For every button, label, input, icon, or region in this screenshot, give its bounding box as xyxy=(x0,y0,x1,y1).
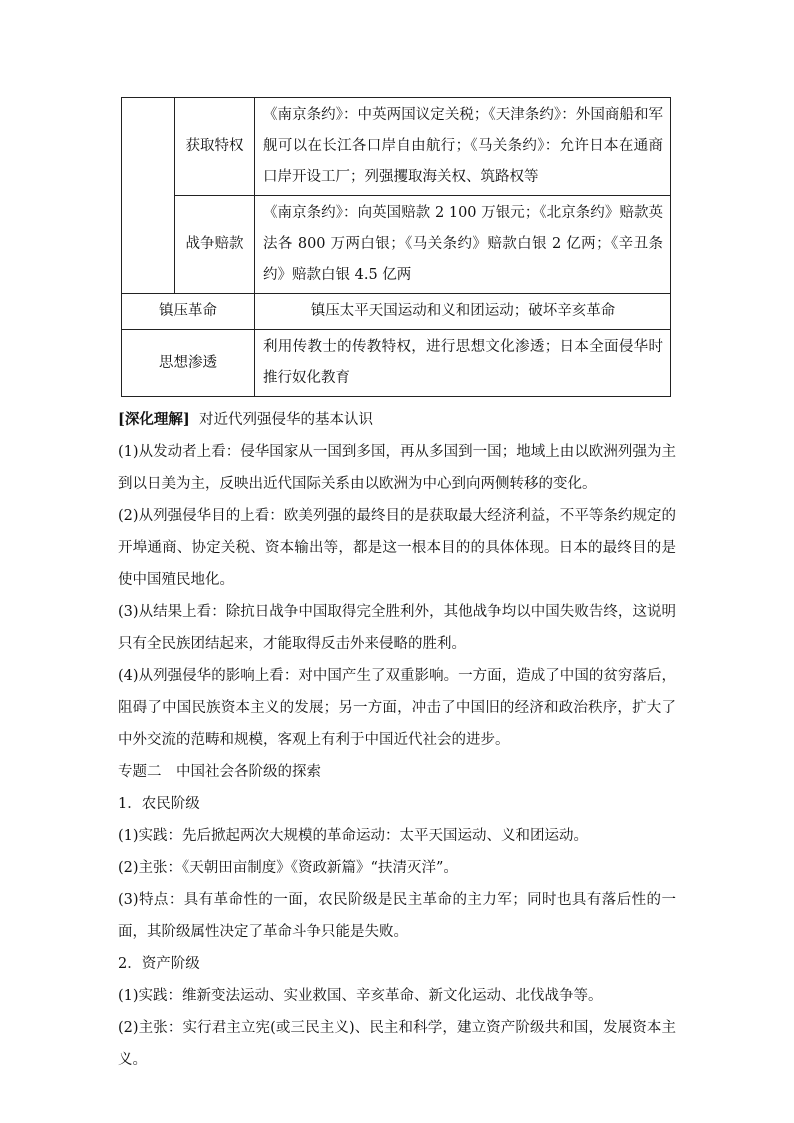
deepen-paragraph: (4)从列强侵华的影响上看：对中国产生了双重影响。一方面，造成了中国的贫穷落后，阻碍了中国民族资本主义的发展；另一方面，冲击了中国旧的经济和政治秩序，扩大了中外交流的范畴和规模，客观上有利于中国近代社会的进步。 xyxy=(118,668,676,748)
deepen-paragraph: (2)从列强侵华目的上看：欧美列强的最终目的是获取最大经济利益，不平等条约规定的开埠通商、协定关税、资本输出等，都是这一根本目的的具体体现。日本的最终目的是使中国殖民地化。 xyxy=(118,508,676,588)
section-item: (3)特点：具有革命性的一面，农民阶级是民主革命的主力军；同时也具有落后性的一面，其阶级属性决定了革命斗争只能是失败。 xyxy=(118,892,676,940)
section-item: (2)主张：《天朝田亩制度》《资政新篇》“扶清灭洋”。 xyxy=(118,860,458,876)
section-item: (1)实践：维新变法运动、实业救国、辛亥革命、新文化运动、北伐战争等。 xyxy=(118,988,603,1004)
section-item: (2)主张：实行君主立宪(或三民主义)、民主和科学，建立资产阶级共和国，发展资本主义。 xyxy=(118,1020,676,1068)
deepen-title: 对近代列强侵华的基本认识 xyxy=(198,412,373,428)
table-cell-sub: 获取特权 xyxy=(175,98,255,196)
table-cell-content: 《南京条约》：中英两国议定关税；《天津条约》：外国商船和军舰可以在长江各口岸自由航行；《马关条约》：允许日本在通商口岸开设工厂；列强攫取海关权、筑路权等 xyxy=(255,98,671,196)
table-cell-sub: 战争赔款 xyxy=(175,196,255,294)
table-cell-category-blank xyxy=(122,98,175,294)
table-cell-category: 镇压革命 xyxy=(122,294,255,330)
table-cell-content: 《南京条约》：向英国赔款 2 100 万银元；《北京条约》赔款英法各 800 万两白银；《马关条约》赔款白银 2 亿两；《辛丑条约》赔款白银 4.5 亿两 xyxy=(255,196,671,294)
topic2-title: 专题二 中国社会各阶级的探索 xyxy=(118,764,321,780)
deepen-section xyxy=(118,404,676,1076)
section-heading: 1．农民阶级 xyxy=(118,796,200,812)
table-cell-content: 利用传教士的传教特权，进行思想文化渗透；日本全面侵华时推行奴化教育 xyxy=(255,330,671,397)
deepen-heading xyxy=(118,404,676,436)
table-row xyxy=(122,98,671,196)
table-cell-category: 思想渗透 xyxy=(122,330,255,397)
deepen-label: [深化理解] xyxy=(118,411,190,428)
table-row xyxy=(122,196,671,294)
table-cell-content: 镇压太平天国运动和义和团运动；破坏辛亥革命 xyxy=(255,294,671,330)
treaty-table xyxy=(121,97,671,397)
section-item: (1)实践：先后掀起两次大规模的革命运动：太平天国运动、义和团运动。 xyxy=(118,828,589,844)
section-heading: 2．资产阶级 xyxy=(118,956,200,972)
table-row xyxy=(122,294,671,330)
deepen-paragraph: (3)从结果上看：除抗日战争中国取得完全胜利外，其他战争均以中国失败告终，这说明只有全民族团结起来，才能取得反击外来侵略的胜利。 xyxy=(118,604,676,652)
deepen-paragraph: (1)从发动者上看：侵华国家从一国到多国，再从多国到一国；地域上由以欧洲列强为主到以日美为主，反映出近代国际关系由以欧洲为中心到向两侧转移的变化。 xyxy=(118,444,676,492)
table-row xyxy=(122,330,671,397)
